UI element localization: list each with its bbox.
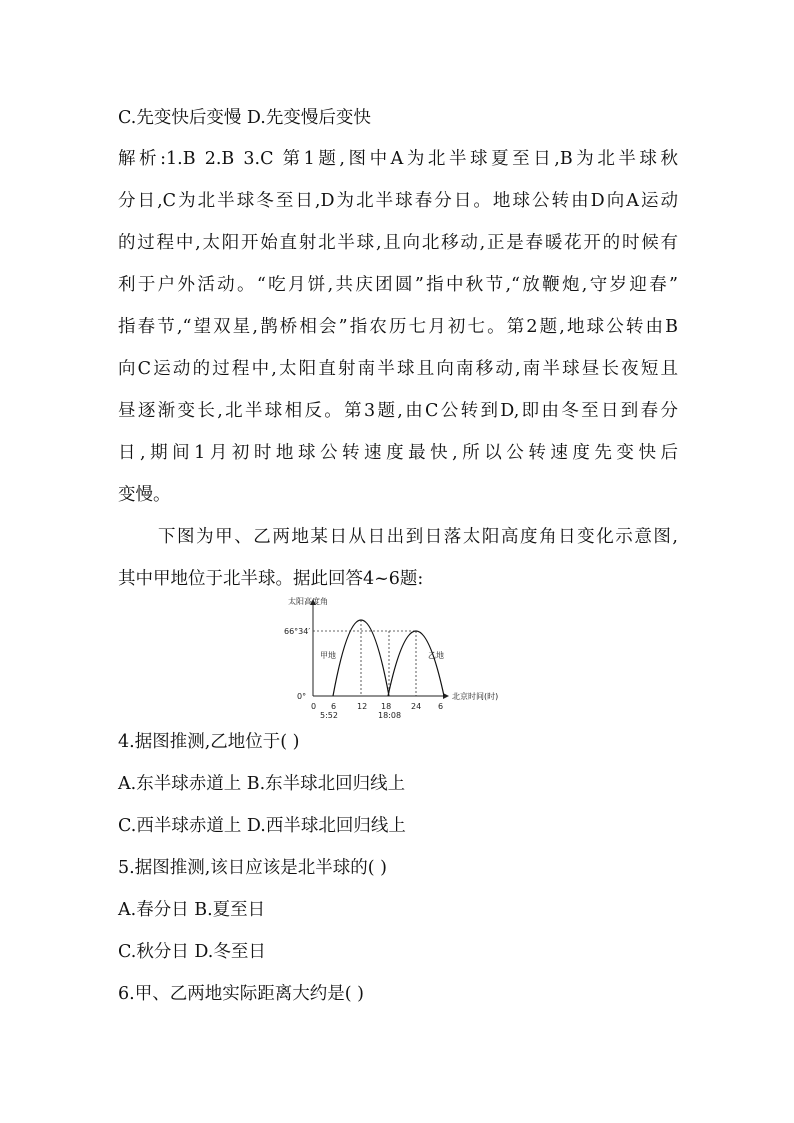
option-line-c-d: C.先变快后变慢 D.先变慢后变快 — [118, 108, 371, 128]
analysis-line-9: 变慢。 — [118, 485, 171, 505]
analysis-line-8: 日,期间1月初时地球公转速度最快,所以公转速度先变快后 — [118, 443, 678, 463]
question-4: 4.据图推测,乙地位于( ) — [118, 732, 300, 752]
intro-line-2: 其中甲地位于北半球。据此回答4~6题: — [118, 569, 424, 589]
solar-altitude-chart — [280, 596, 520, 720]
sunrise-label-jia: 5:52 — [320, 711, 338, 720]
question-5-options-cd: C.秋分日 D.冬至日 — [118, 942, 266, 962]
series-jia-label: 甲地 — [320, 651, 336, 660]
intro-line-1: 下图为甲、乙两地某日从日出到日落太阳高度角日变化示意图, — [158, 527, 678, 547]
question-5: 5.据图推测,该日应该是北半球的( ) — [118, 858, 387, 878]
x-axis-label: 北京时间(时) — [452, 692, 499, 701]
chart-svg — [280, 596, 520, 720]
series-yi-label: 乙地 — [428, 651, 444, 660]
analysis-line-7: 昼逐渐变长,北半球相反。第3题,由C公转到D,即由冬至日到春分 — [118, 401, 678, 421]
question-6: 6.甲、乙两地实际距离大约是( ) — [118, 984, 364, 1004]
x-tick-18: 18 — [381, 702, 392, 711]
y-tick-zero: 0° — [297, 692, 307, 701]
analysis-line-5: 指春节,“望双星,鹊桥相会”指农历七月初七。第2题,地球公转由B — [118, 317, 678, 337]
analysis-line-1: 解析:1.B 2.B 3.C 第1题,图中A为北半球夏至日,B为北半球秋 — [118, 149, 678, 169]
analysis-line-2: 分日,C为北半球冬至日,D为北半球春分日。地球公转由D向A运动 — [118, 191, 678, 211]
x-tick-24: 24 — [411, 702, 422, 711]
question-4-options-cd: C.西半球赤道上 D.西半球北回归线上 — [118, 816, 406, 836]
analysis-line-4: 利于户外活动。“吃月饼,共庆团圆”指中秋节,“放鞭炮,守岁迎春” — [118, 275, 678, 295]
question-5-options-ab: A.春分日 B.夏至日 — [118, 900, 266, 920]
x-tick-6-next: 6 — [438, 702, 444, 711]
sunset-label-jia: 18:08 — [378, 711, 402, 720]
x-tick-0: 0 — [311, 702, 317, 711]
analysis-line-6: 向C运动的过程中,太阳直射南半球且向南移动,南半球昼长夜短且 — [118, 359, 678, 379]
y-tick-peak: 66°34′ — [284, 627, 311, 636]
analysis-line-3: 的过程中,太阳开始直射北半球,且向北移动,正是春暖花开的时候有 — [118, 233, 678, 253]
x-tick-12: 12 — [357, 702, 368, 711]
y-axis-label: 太阳高度角 — [288, 597, 328, 606]
question-4-options-ab: A.东半球赤道上 B.东半球北回归线上 — [118, 774, 406, 794]
x-tick-6: 6 — [331, 702, 337, 711]
